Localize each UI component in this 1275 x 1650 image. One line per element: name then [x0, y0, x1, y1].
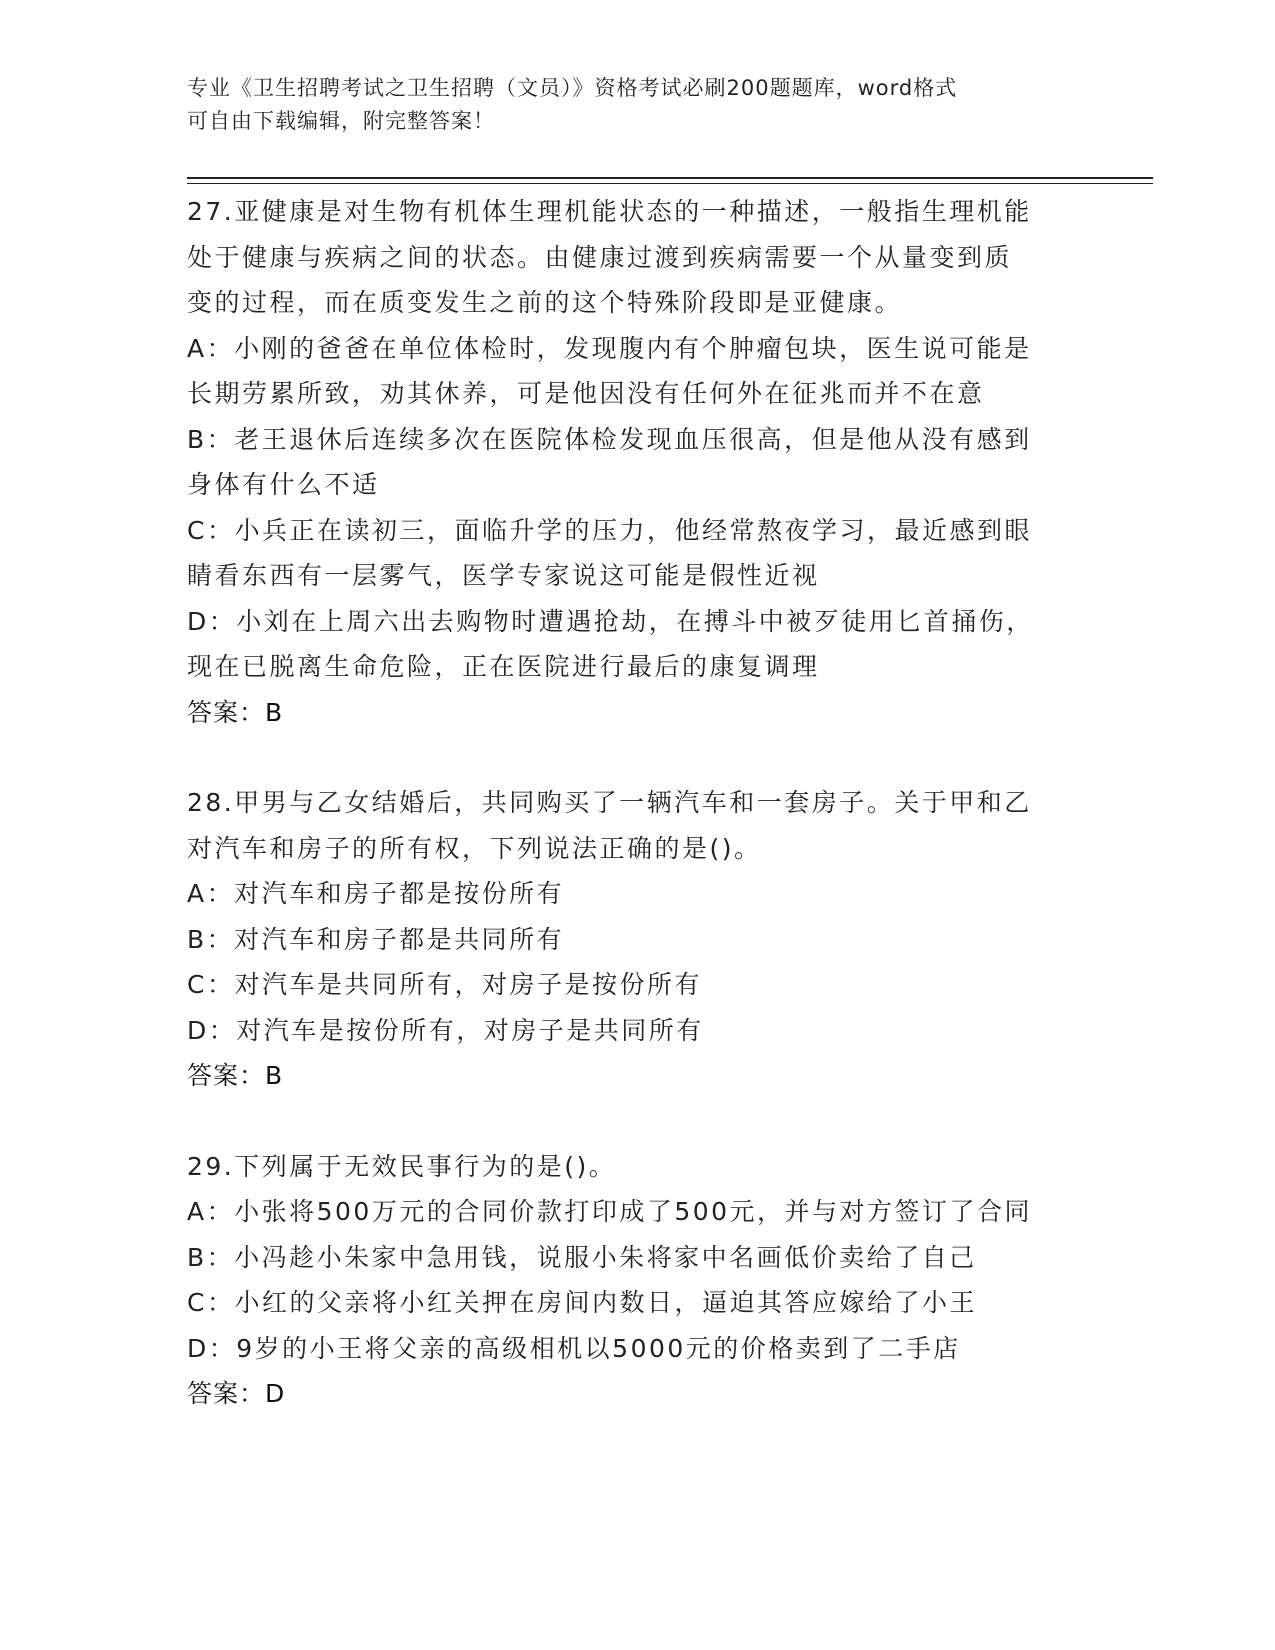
option-line: 现在已脱离生命危险，正在医院进行最后的康复调理: [187, 652, 820, 681]
option-line: 身体有什么不适: [187, 470, 380, 499]
header-line-1: 专业《卫生招聘考试之卫生招聘（文员）》资格考试必刷200题题库，word格式: [187, 76, 958, 100]
option-line: B：对汽车和房子都是共同所有: [187, 924, 565, 954]
question-stem-line: 对汽车和房子的所有权，下列说法正确的是()。: [187, 833, 762, 863]
option-line: C：小红的父亲将小红关押在房间内数日，逼迫其答应嫁给了小王: [187, 1288, 977, 1317]
option-line: C：对汽车是共同所有，对房子是按份所有: [187, 970, 702, 999]
option-line: D：9岁的小王将父亲的高级相机以5000元的价格卖到了二手店: [187, 1333, 961, 1363]
question-spacer: [187, 1099, 1067, 1144]
option-line: A：小张将500万元的合同价款打印成了500元，并与对方签订了合同: [187, 1197, 1033, 1226]
option-line: B：老王退休后连续多次在医院体检发现血压很高，但是他从没有感到: [187, 424, 1032, 454]
option-line: A：对汽车和房子都是按份所有: [187, 879, 565, 908]
question-list: [187, 189, 1067, 1417]
option-line: D：小刘在上周六出去购物时遭遇抢劫，在搏斗中被歹徒用匕首捅伤，: [187, 606, 1034, 636]
option-line: B：小冯趁小朱家中急用钱，说服小朱将家中名画低价卖给了自己: [187, 1242, 977, 1272]
question-stem-line: 28.甲男与乙女结婚后，共同购买了一辆汽车和一套房子。关于甲和乙: [187, 788, 1032, 817]
question-28: [187, 780, 1067, 1099]
question-27: [187, 189, 1067, 735]
question-spacer: [187, 735, 1067, 780]
header-line-2: 可自由下载编辑，附完整答案！: [187, 109, 495, 133]
answer-line: 答案：B: [187, 697, 284, 727]
option-line: 长期劳累所致，劝其休养，可是他因没有任何外在征兆而并不在意: [187, 379, 985, 408]
question-stem-line: 27.亚健康是对生物有机体生理机能状态的一种描述，一般指生理机能: [187, 197, 1032, 226]
answer-line: 答案：B: [187, 1061, 284, 1090]
question-stem-line: 变的过程，而在质变发生之前的这个特殊阶段即是亚健康。: [187, 288, 903, 317]
question-stem-line: 处于健康与疾病之间的状态。由健康过渡到疾病需要一个从量变到质: [187, 242, 1013, 272]
option-line: C：小兵正在读初三，面临升学的压力，他经常熬夜学习，最近感到眼: [187, 515, 1032, 545]
question-29: [187, 1144, 1067, 1417]
option-line: D：对汽车是按份所有，对房子是共同所有: [187, 1015, 704, 1045]
option-line: A：小刚的爸爸在单位体检时，发现腹内有个肿瘤包块，医生说可能是: [187, 333, 1032, 363]
document-header: [187, 72, 1067, 138]
header-rule-thick: [187, 177, 1153, 179]
question-stem-line: 29.下列属于无效民事行为的是()。: [187, 1151, 617, 1181]
header-rule-thin: [187, 183, 1153, 184]
option-line: 睛看东西有一层雾气，医学专家说这可能是假性近视: [187, 561, 820, 590]
answer-line: 答案：D: [187, 1379, 286, 1408]
